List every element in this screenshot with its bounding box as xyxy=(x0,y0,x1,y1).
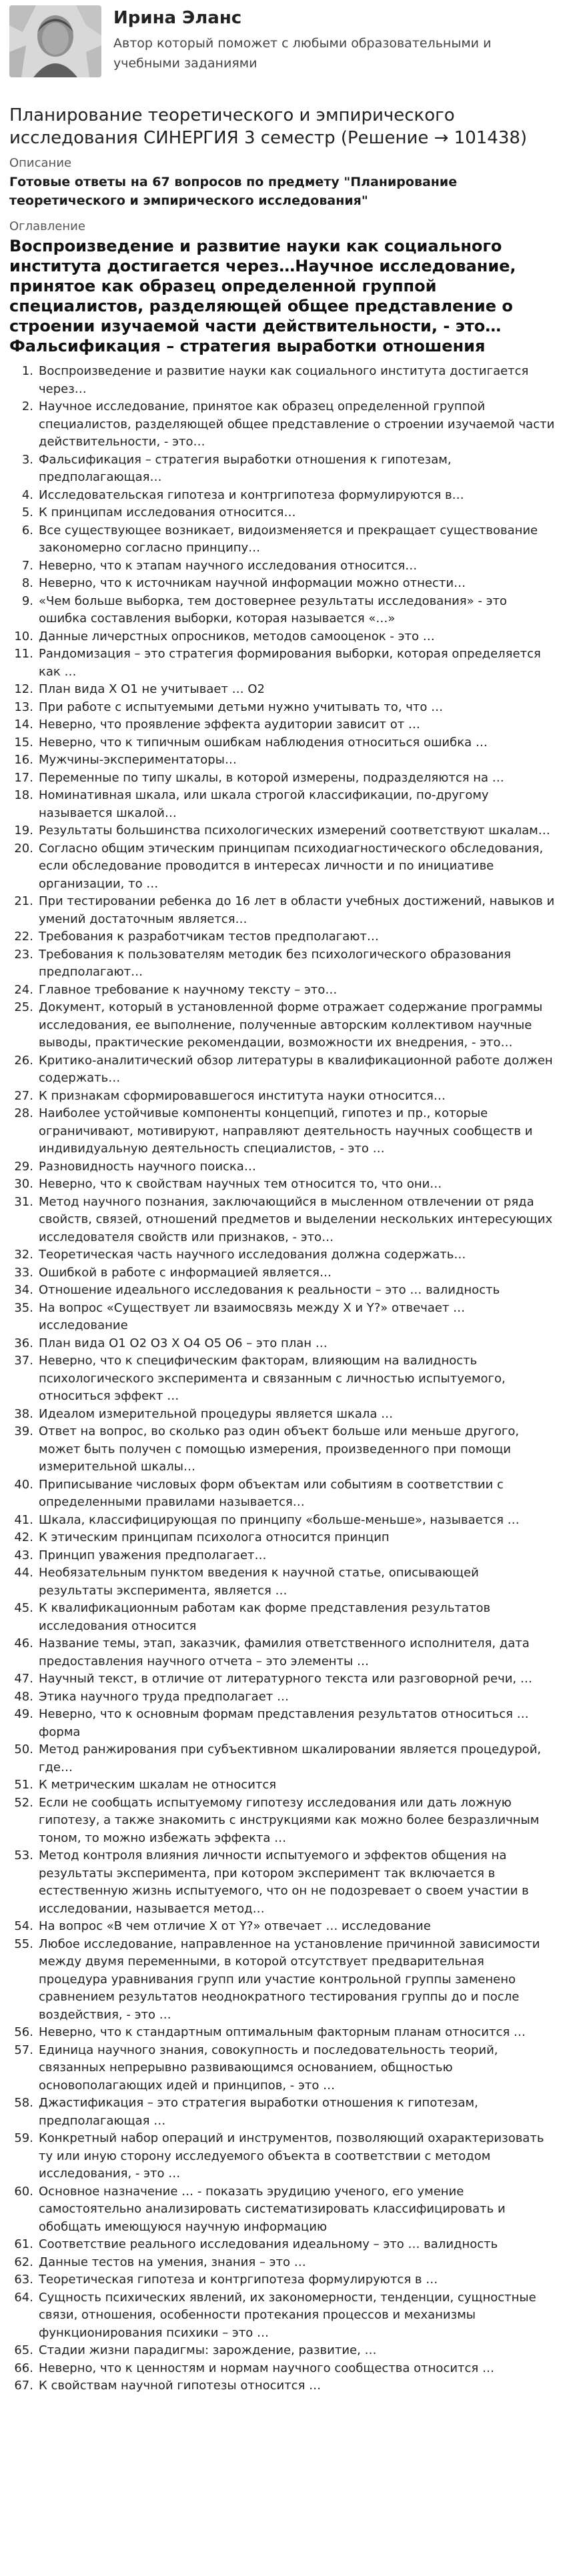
list-item-text: Метод контроля влияния личности испытуемого и эффектов общения на результаты эксперимента, при котором эксперимент так включается в естественную жизнь испытуемого, что он не подозревает о своем участии в исследовании, называется метод… xyxy=(39,1848,529,1916)
list-item-text: К метрическим шкалам не относится xyxy=(39,1778,277,1792)
author-name[interactable]: Ирина Эланс xyxy=(113,8,242,28)
list-item-number: 14. xyxy=(14,718,33,732)
list-item xyxy=(9,504,556,522)
list-item-number: 37. xyxy=(14,1354,33,1368)
list-item-number: 35. xyxy=(14,1300,33,1315)
list-item-text: План вида X O1 не учитывает … O2 xyxy=(39,682,265,696)
list-item-text: Неверно, что к источникам научной информации можно отнести… xyxy=(39,576,466,590)
list-item-text: Неверно, что к ценностям и нормам научного сообщества относится … xyxy=(39,2361,494,2375)
list-item-text: На вопрос «В чем отличие X от Y?» отвечает … исследование xyxy=(39,1919,431,1933)
list-item xyxy=(9,1564,556,1600)
list-item-number: 44. xyxy=(14,1566,33,1580)
toc-heading: Воспроизведение и развитие науки как социального института достигается через…Научное исследование, принятое как образец определенной группой специалистов, разделяющей общее представление о строении изучаемой части действительности, - это…Фальсификация – стратегия выработки отношения xyxy=(9,237,516,355)
list-item xyxy=(9,2254,556,2272)
list-item xyxy=(9,822,556,840)
list-item-number: 46. xyxy=(14,1636,33,1650)
list-item xyxy=(9,1918,556,1936)
list-item-number: 28. xyxy=(14,1106,33,1120)
author-info xyxy=(113,5,527,73)
list-item xyxy=(9,982,556,1000)
list-item xyxy=(9,1300,556,1335)
list-item-text: Переменные по типу шкалы, в которой измерены, подразделяются на … xyxy=(39,770,504,785)
list-item-text: Единица научного знания, совокупность и последовательность теорий, связанных непрерывно развивающимся основанием, общностью основополагающих идей и принципов, - это … xyxy=(39,2043,498,2093)
list-item-text: Неверно, что проявление эффекта аудитории зависит от … xyxy=(39,718,420,732)
list-item-text: Сущность психических явлений, их закономерности, тенденции, сущностные связи, отношения, особенности протекания процессов и механизмы функционирования психики – это … xyxy=(39,2290,536,2340)
author-avatar[interactable] xyxy=(9,5,101,77)
list-item xyxy=(9,2377,556,2395)
list-item-number: 36. xyxy=(14,1336,33,1350)
list-item-text: Основное назначение … - показать эрудицию ученого, его умение самостоятельно анализировать систематизировать классифицировать и обобщать имеющуюся научную информацию xyxy=(39,2184,506,2234)
author-card xyxy=(9,5,556,80)
list-item xyxy=(9,699,556,717)
list-item xyxy=(9,2042,556,2095)
list-item-text: Научное исследование, принятое как образец определенной группой специалистов, разделяющей общее представление о строении изучаемой части действительности, - это… xyxy=(39,399,555,449)
list-item-text: Наиболее устойчивые компоненты концепций, гипотез и пр., которые ограничивают, мотивируют, направляют деятельность научных сообществ и индивидуальную деятельность специалистов, - это … xyxy=(39,1106,533,1156)
list-item-text: Неверно, что к типичным ошибкам наблюдения относиться ошибка … xyxy=(39,735,488,750)
list-item-text: На вопрос «Существует ли взаимосвязь между X и Y?» отвечает … исследование xyxy=(39,1300,466,1332)
list-item-text: Главное требование к научному тексту – это… xyxy=(39,982,338,997)
list-item-text: Документ, который в установленной форме отражает содержание программы исследования, ее выполнение, полученные авторским коллективом научные выводы, практические рекомендации, возможности их внедрения, - это… xyxy=(39,1000,543,1050)
list-item xyxy=(9,2183,556,2237)
list-item-number: 11. xyxy=(14,647,33,661)
list-item-text: План вида O1 O2 O3 X O4 O5 O6 – это план … xyxy=(39,1336,328,1350)
list-item-number: 1. xyxy=(21,364,33,378)
list-item xyxy=(9,2342,556,2360)
list-item xyxy=(9,451,556,487)
list-item xyxy=(9,1547,556,1565)
list-item-number: 42. xyxy=(14,1530,33,1544)
list-item-text: Неверно, что к стандартным оптимальным факторным планам относится … xyxy=(39,2025,526,2039)
list-item-text: Требования к разработчикам тестов предполагают… xyxy=(39,930,379,944)
list-item xyxy=(9,1176,556,1194)
list-item xyxy=(9,1706,556,1741)
list-item xyxy=(9,1406,556,1424)
list-item-number: 41. xyxy=(14,1512,33,1527)
list-item-text: Научный текст, в отличие от литературного текста или разговорной речи, … xyxy=(39,1672,532,1686)
list-item-text: Метод научного познания, заключающийся в мысленном отвлечении от ряда свойств, связей, отношений предметов и выделении нескольких интересующих исследователя свойств или признаков, - это… xyxy=(39,1194,553,1244)
list-item-text: Фальсификация – стратегия выработки отношения к гипотезам, предполагающая… xyxy=(39,452,452,484)
list-item-number: 59. xyxy=(14,2131,33,2145)
list-item-text: К принципам исследования относится… xyxy=(39,505,296,519)
avatar-image xyxy=(9,5,101,77)
list-item-text: Любое исследование, направленное на установление причинной зависимости между двумя переменными, в которой отсутствует предварительная процедура уравнивания групп или участие контрольной группы заменено сравнением результатов неоднократного тестирования группы до и после воздействия, - это … xyxy=(39,1937,540,2022)
list-item-text: Шкала, классифицирующая по принципу «больше-меньше», называется … xyxy=(39,1512,520,1527)
list-item-number: 55. xyxy=(14,1937,33,1951)
list-item xyxy=(9,681,556,699)
list-item-number: 50. xyxy=(14,1742,33,1756)
list-item-text: Исследовательская гипотеза и контргипотеза формулируются в… xyxy=(39,487,464,502)
list-item-number: 33. xyxy=(14,1265,33,1280)
list-item-number: 24. xyxy=(14,982,33,997)
author-description: Автор который поможет с любыми образовательными и учебными заданиями xyxy=(113,36,492,71)
list-item-number: 43. xyxy=(14,1548,33,1562)
list-item xyxy=(9,2236,556,2254)
page-title: Планирование теоретического и эмпирического исследования СИНЕРГИЯ 3 семестр (Решение → 101438) xyxy=(9,105,528,148)
list-item-text: Согласно общим этическим принципам психодиагностического обследования, если обследование проводится в интересах личности и по инициативе организации, то … xyxy=(39,841,544,891)
list-item-number: 19. xyxy=(14,824,33,838)
list-item xyxy=(9,1670,556,1688)
list-item-text: Воспроизведение и развитие науки как социального института достигается через… xyxy=(39,364,529,396)
list-item-text: Приписывание числовых форм объектам или событиям в соответствии с определенными правилами называется… xyxy=(39,1477,504,1509)
list-item-number: 53. xyxy=(14,1848,33,1862)
list-item-text: Неверно, что к свойствам научных тем относится то, что они… xyxy=(39,1177,442,1191)
list-item xyxy=(9,2289,556,2343)
list-item-number: 60. xyxy=(14,2184,33,2199)
list-item-text: Результаты большинства психологических измерений соответствуют шкалам… xyxy=(39,824,550,838)
list-item-number: 57. xyxy=(14,2043,33,2057)
list-item xyxy=(9,1264,556,1282)
list-item-number: 30. xyxy=(14,1177,33,1191)
list-item-number: 6. xyxy=(21,523,33,537)
list-item-number: 54. xyxy=(14,1919,33,1933)
list-item-text: Неверно, что к основным формам представления результатов относиться … форма xyxy=(39,1707,529,1739)
list-item-number: 4. xyxy=(21,487,33,502)
list-item xyxy=(9,1158,556,1176)
list-item-text: Ответ на вопрос, во сколько раз один объект больше или меньше другого, может быть получен с помощью измерения, произведенного при помощи измерительной шкалы… xyxy=(39,1424,520,1474)
list-item-text: Джастификация – это стратегия выработки отношения к гипотезам, предполагающая … xyxy=(39,2096,478,2128)
list-item-number: 47. xyxy=(14,1672,33,1686)
list-item-number: 18. xyxy=(14,788,33,802)
list-item xyxy=(9,2271,556,2289)
list-item-text: Стадии жизни парадигмы: зарождение, развитие, … xyxy=(39,2343,377,2357)
list-item xyxy=(9,522,556,557)
list-item-number: 25. xyxy=(14,1000,33,1014)
list-item-text: Метод ранжирования при субъективном шкалировании является процедурой, где… xyxy=(39,1742,542,1774)
list-item-number: 61. xyxy=(14,2237,33,2251)
list-item-text: Если не сообщать испытуемому гипотезу исследования или дать ложную гипотезу, а также знакомить с инструкциями как можно более безразличным тоном, то можно избежать эффекта … xyxy=(39,1795,540,1845)
list-item xyxy=(9,1794,556,1848)
list-item-text: При тестировании ребенка до 16 лет в области учебных достижений, навыков и умений достаточным является… xyxy=(39,894,555,926)
list-item-number: 52. xyxy=(14,1795,33,1810)
list-item-number: 27. xyxy=(14,1088,33,1103)
list-item-number: 22. xyxy=(14,930,33,944)
list-item-text: Принцип уважения предполагает… xyxy=(39,1548,267,1562)
list-item-number: 7. xyxy=(21,558,33,573)
list-item xyxy=(9,1246,556,1264)
list-item-number: 17. xyxy=(14,770,33,785)
list-item-text: «Чем больше выборка, тем достовернее результаты исследования» - это ошибка составления выборки, которая называется «…» xyxy=(39,593,507,625)
list-item xyxy=(9,363,556,398)
list-item xyxy=(9,557,556,575)
list-item-number: 8. xyxy=(21,576,33,590)
list-item-text: К квалификационным работам как форме представления результатов исследования относится xyxy=(39,1601,491,1633)
list-item xyxy=(9,1776,556,1794)
list-item-number: 62. xyxy=(14,2255,33,2269)
list-item-text: Неверно, что к специфическим факторам, влияющим на валидность психологического эксперимента и связанным с личностью испытуемого, относиться эффект … xyxy=(39,1354,506,1403)
list-item-number: 20. xyxy=(14,841,33,856)
list-item xyxy=(9,646,556,681)
list-item-number: 9. xyxy=(21,593,33,608)
list-item-number: 39. xyxy=(14,1424,33,1438)
list-item-number: 64. xyxy=(14,2290,33,2305)
list-item-number: 16. xyxy=(14,753,33,767)
list-item xyxy=(9,2095,556,2130)
list-item-number: 31. xyxy=(14,1194,33,1209)
list-item xyxy=(9,1352,556,1406)
list-item xyxy=(9,1476,556,1512)
list-item-number: 66. xyxy=(14,2361,33,2375)
list-item xyxy=(9,1282,556,1300)
list-item-number: 56. xyxy=(14,2025,33,2039)
list-item-number: 51. xyxy=(14,1778,33,1792)
list-item-number: 21. xyxy=(14,894,33,908)
list-item-number: 65. xyxy=(14,2343,33,2357)
list-item xyxy=(9,893,556,928)
list-item xyxy=(9,1105,556,1158)
list-item-text: Все существующее возникает, видоизменяется и прекращает существование закономерно согласно принципу… xyxy=(39,523,538,555)
list-item xyxy=(9,1847,556,1918)
list-item xyxy=(9,2024,556,2042)
list-item xyxy=(9,1088,556,1106)
list-item xyxy=(9,2360,556,2378)
list-item-text: Номинативная шкала, или шкала строгой классификации, по-другому называется шкалой… xyxy=(39,788,489,820)
list-item-number: 13. xyxy=(14,700,33,714)
list-item-text: Название темы, этап, заказчик, фамилия ответственного исполнителя, дата предоставления научного отчета – это элементы … xyxy=(39,1636,530,1668)
list-item-number: 2. xyxy=(21,399,33,413)
list-item xyxy=(9,1741,556,1776)
list-item-text: Данные личерстных опросников, методов самооценок - это … xyxy=(39,629,435,643)
list-item xyxy=(9,398,556,451)
list-item xyxy=(9,1335,556,1353)
list-item-number: 15. xyxy=(14,735,33,750)
list-item xyxy=(9,840,556,894)
list-item-number: 23. xyxy=(14,947,33,962)
list-item-text: Необязательным пунктом введения к научной статье, описывающей результаты эксперимента, является … xyxy=(39,1566,479,1598)
list-item-text: При работе с испытуемыми детьми нужно учитывать то, что … xyxy=(39,700,444,714)
list-item xyxy=(9,787,556,822)
list-item-text: Неверно, что к этапам научного исследования относится… xyxy=(39,558,418,573)
list-item-text: Требования к пользователям методик без психологического образования предполагают… xyxy=(39,947,511,979)
list-item-number: 40. xyxy=(14,1477,33,1492)
list-item xyxy=(9,2130,556,2183)
list-item-number: 49. xyxy=(14,1707,33,1721)
list-item-text: Конкретный набор операций и инструментов, позволяющий охарактеризовать ту или иную сторону исследуемого объекта в соответствии с методом исследования, - это … xyxy=(39,2131,544,2181)
list-item xyxy=(9,946,556,982)
list-item xyxy=(9,1052,556,1088)
list-item-text: Соответствие реального исследования идеальному – это … валидность xyxy=(39,2237,498,2251)
toc-label: Оглавление xyxy=(9,219,85,233)
list-item-text: Ошибкой в работе с информацией является… xyxy=(39,1265,332,1280)
list-item-number: 29. xyxy=(14,1159,33,1174)
list-item-number: 45. xyxy=(14,1601,33,1615)
list-item xyxy=(9,999,556,1052)
list-item-text: К этическим принципам психолога относится принцип xyxy=(39,1530,390,1544)
list-item xyxy=(9,628,556,646)
list-item-text: Данные тестов на умения, знания – это … xyxy=(39,2255,306,2269)
list-item xyxy=(9,770,556,788)
list-item-text: Этика научного труда предполагает … xyxy=(39,1689,289,1704)
list-item-number: 3. xyxy=(21,452,33,467)
list-item xyxy=(9,1600,556,1635)
list-item-number: 34. xyxy=(14,1283,33,1297)
list-item-text: Рандомизация – это стратегия формирования выборки, которая определяется как … xyxy=(39,647,541,679)
description-label: Описание xyxy=(9,156,72,170)
list-item-text: К свойствам научной гипотезы относится … xyxy=(39,2379,322,2393)
list-item xyxy=(9,487,556,505)
list-item xyxy=(9,575,556,593)
list-item-number: 32. xyxy=(14,1248,33,1262)
list-item-text: Отношение идеального исследования к реальности – это … валидность xyxy=(39,1283,500,1297)
list-item-number: 67. xyxy=(14,2379,33,2393)
list-item xyxy=(9,1512,556,1530)
questions-list xyxy=(9,363,556,2395)
list-item-number: 48. xyxy=(14,1689,33,1704)
list-item xyxy=(9,593,556,628)
list-item xyxy=(9,928,556,946)
list-item-number: 58. xyxy=(14,2096,33,2110)
list-item-text: Теоретическая часть научного исследования должна содержать… xyxy=(39,1248,466,1262)
list-item-text: Критико-аналитический обзор литературы в квалификационной работе должен содержать… xyxy=(39,1053,553,1085)
list-item-text: К признакам сформировавшегося института науки относится… xyxy=(39,1088,446,1103)
list-item xyxy=(9,1194,556,1247)
list-item-number: 12. xyxy=(14,682,33,696)
list-item xyxy=(9,734,556,752)
list-item-number: 38. xyxy=(14,1406,33,1421)
list-item xyxy=(9,716,556,734)
list-item-number: 63. xyxy=(14,2273,33,2287)
list-item xyxy=(9,1688,556,1706)
list-item xyxy=(9,752,556,770)
list-item-number: 5. xyxy=(21,505,33,519)
list-item-number: 26. xyxy=(14,1053,33,1068)
list-item-text: Идеалом измерительной процедуры является шкала … xyxy=(39,1406,394,1421)
list-item xyxy=(9,1635,556,1670)
list-item xyxy=(9,1529,556,1547)
list-item-text: Разновидность научного поиска… xyxy=(39,1159,256,1174)
list-item-text: Теоретическая гипотеза и контргипотеза формулируются в … xyxy=(39,2273,438,2287)
list-item-number: 10. xyxy=(14,629,33,643)
list-item xyxy=(9,1423,556,1476)
description-text: Готовые ответы на 67 вопросов по предмету "Планирование теоретического и эмпирического исследования" xyxy=(9,175,458,208)
list-item-text: Мужчины-экспериментаторы… xyxy=(39,753,237,767)
list-item xyxy=(9,1936,556,2025)
